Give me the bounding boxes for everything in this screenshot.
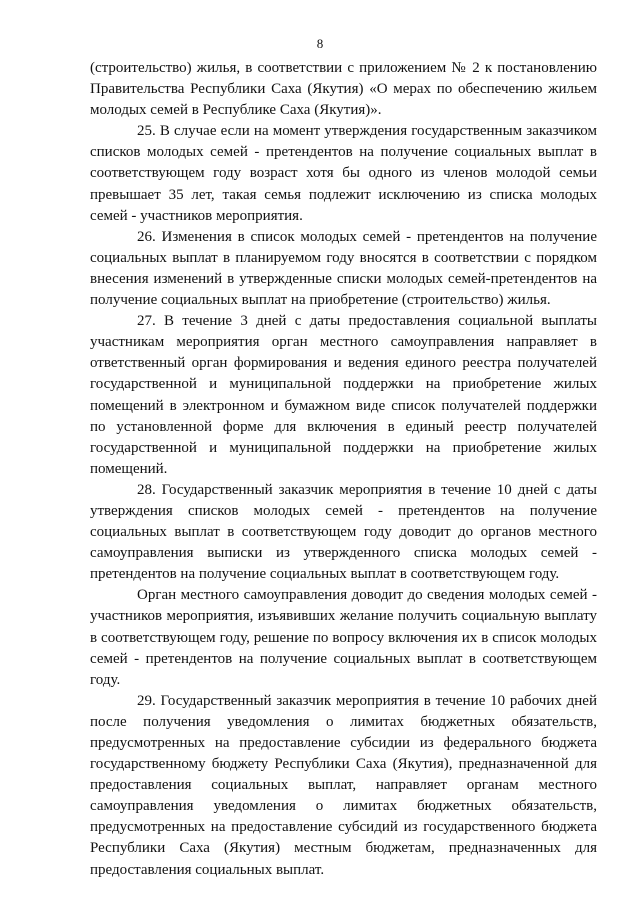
paragraph-26: 26. Изменения в список молодых семей - претендентов на получение социальных выплат в планируемом году вносятся в соответствии с порядком внесения изменений в утвержденные списки молодых семей-претендентов на получение социальных выплат на приобретение (строительство) жилья.	[90, 228, 597, 309]
paragraph-29: 29. Государственный заказчик мероприятия в течение 10 рабочих дней после получения уведомления о лимитах бюджетных обязательств, предусмотренных на предоставление субсидии из федерального бюджета государственному бюджету Республики Саха (Якутия), предназначенной для предоставления социальных выплат, направляет органам местного самоуправления уведомления о лимитах бюджетных обязательств, предусмотренных на предоставление субсидий из государственного бюджета Республики Саха (Якутия) местным бюджетам, предназначенных для предоставления социальных выплат.	[90, 692, 597, 878]
paragraph-25: 25. В случае если на момент утверждения государственным заказчиком списков молодых семей - претендентов на получение социальных выплат в соответствующем году возраст хотя бы одного из членов молодой семьи превышает 35 лет, такая семья подлежит исключению из списка молодых семей - участников мероприятия.	[90, 123, 597, 224]
paragraph-continuation: (строительство) жилья, в соответствии с приложением № 2 к постановлению Правительства Республики Саха (Якутия) «О мерах по обеспечению жильем молодых семей в Республике Саха (Якутия)».	[90, 60, 597, 119]
document-body	[90, 58, 597, 881]
page-number: 8	[316, 36, 324, 51]
paragraph-28: 28. Государственный заказчик мероприятия в течение 10 дней с даты утверждения списков молодых семей - претендентов на получение социальных выплат в соответствующем году доводит до органов местного самоуправления выписки из утвержденного списка молодых семей - претендентов на получение социальных выплат в соответствующем году.	[90, 481, 597, 583]
paragraph-27: 27. В течение 3 дней с даты предоставления социальной выплаты участникам мероприятия орган местного самоуправления направляет в ответственный орган формирования и ведения единого реестра получателей государственной и муниципальной поддержки на приобретение жилых помещений в электронном и бумажном виде список получателей поддержки по установленной форме для включения в единый реестр получателей государственной и муниципальной поддержки на приобретение жилых помещений.	[90, 313, 597, 477]
paragraph-28-continued: Орган местного самоуправления доводит до сведения молодых семей - участников мероприятия, изъявивших желание получить социальную выплату в соответствующем году, решение по вопросу включения их в список молодых семей - претендентов на получение социальных выплат в соответствующем году.	[90, 587, 597, 688]
